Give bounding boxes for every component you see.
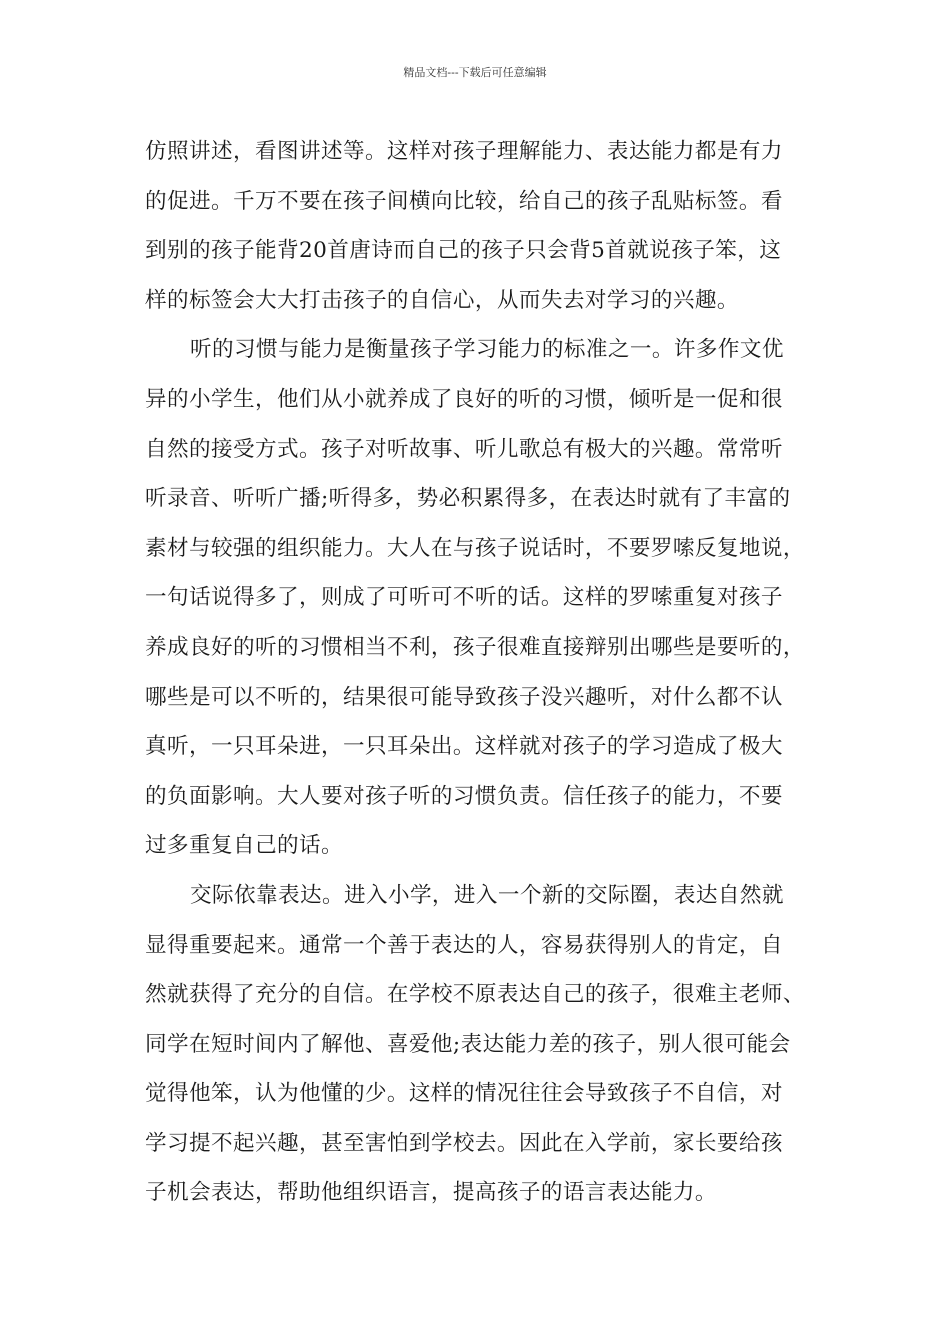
document-body	[145, 127, 805, 1218]
text-line: 然就获得了充分的自信。在学校不原表达自己的孩子，很难主老师、	[145, 982, 805, 1008]
page-header: 精品文档---下载后可任意编辑	[403, 66, 547, 79]
text-line: 哪些是可以不听的，结果很可能导致孩子没兴趣听，对什么都不认	[145, 684, 783, 710]
text-line: 觉得他笨，认为他懂的少。这样的情况往往会导致孩子不自信，对	[145, 1081, 783, 1107]
text-line: 听录音、听听广播;听得多，势必积累得多，在表达时就有了丰富的	[145, 486, 791, 512]
text-line: 的促进。千万不要在孩子间横向比较，给自己的孩子乱贴标签。看	[145, 188, 783, 214]
text-line: 子机会表达，帮助他组织语言，提高孩子的语言表达能力。	[145, 1180, 717, 1206]
paragraph-start-line: 交际依靠表达。进入小学，进入一个新的交际圈，表达自然就	[190, 882, 784, 908]
text-line: 仿照讲述，看图讲述等。这样对孩子理解能力、表达能力都是有力	[145, 139, 783, 164]
text-line: 同学在短时间内了解他、喜爱他;表达能力差的孩子，别人很可能会	[145, 1031, 791, 1057]
text-line: 显得重要起来。通常一个善于表达的人，容易获得别人的肯定，自	[145, 932, 783, 958]
text-line: 到别的孩子能背20首唐诗而自己的孩子只会背5首就说孩子笨，这	[145, 238, 782, 264]
text-line: 过多重复自己的话。	[145, 833, 343, 859]
text-line: 自然的接受方式。孩子对听故事、听儿歌总有极大的兴趣。常常听	[145, 436, 783, 462]
paragraph-start-line: 听的习惯与能力是衡量孩子学习能力的标准之一。许多作文优	[190, 337, 784, 363]
text-line: 异的小学生，他们从小就养成了良好的听的习惯，倾听是一促和很	[145, 386, 783, 412]
text-line: 养成良好的听的习惯相当不利，孩子很难直接辩别出哪些是要听的，	[145, 634, 805, 660]
text-line: 素材与较强的组织能力。大人在与孩子说话时，不要罗嗦反复地说，	[145, 535, 805, 561]
text-line: 的负面影响。大人要对孩子听的习惯负责。信任孩子的能力，不要	[145, 783, 783, 809]
text-line: 真听，一只耳朵进，一只耳朵出。这样就对孩子的学习造成了极大	[145, 734, 783, 760]
text-line: 样的标签会大大打击孩子的自信心，从而失去对学习的兴趣。	[145, 287, 739, 313]
text-line: 一句话说得多了，则成了可听可不听的话。这样的罗嗦重复对孩子	[145, 585, 783, 611]
text-line: 学习提不起兴趣，甚至害怕到学校去。因此在入学前，家长要给孩	[145, 1130, 783, 1156]
